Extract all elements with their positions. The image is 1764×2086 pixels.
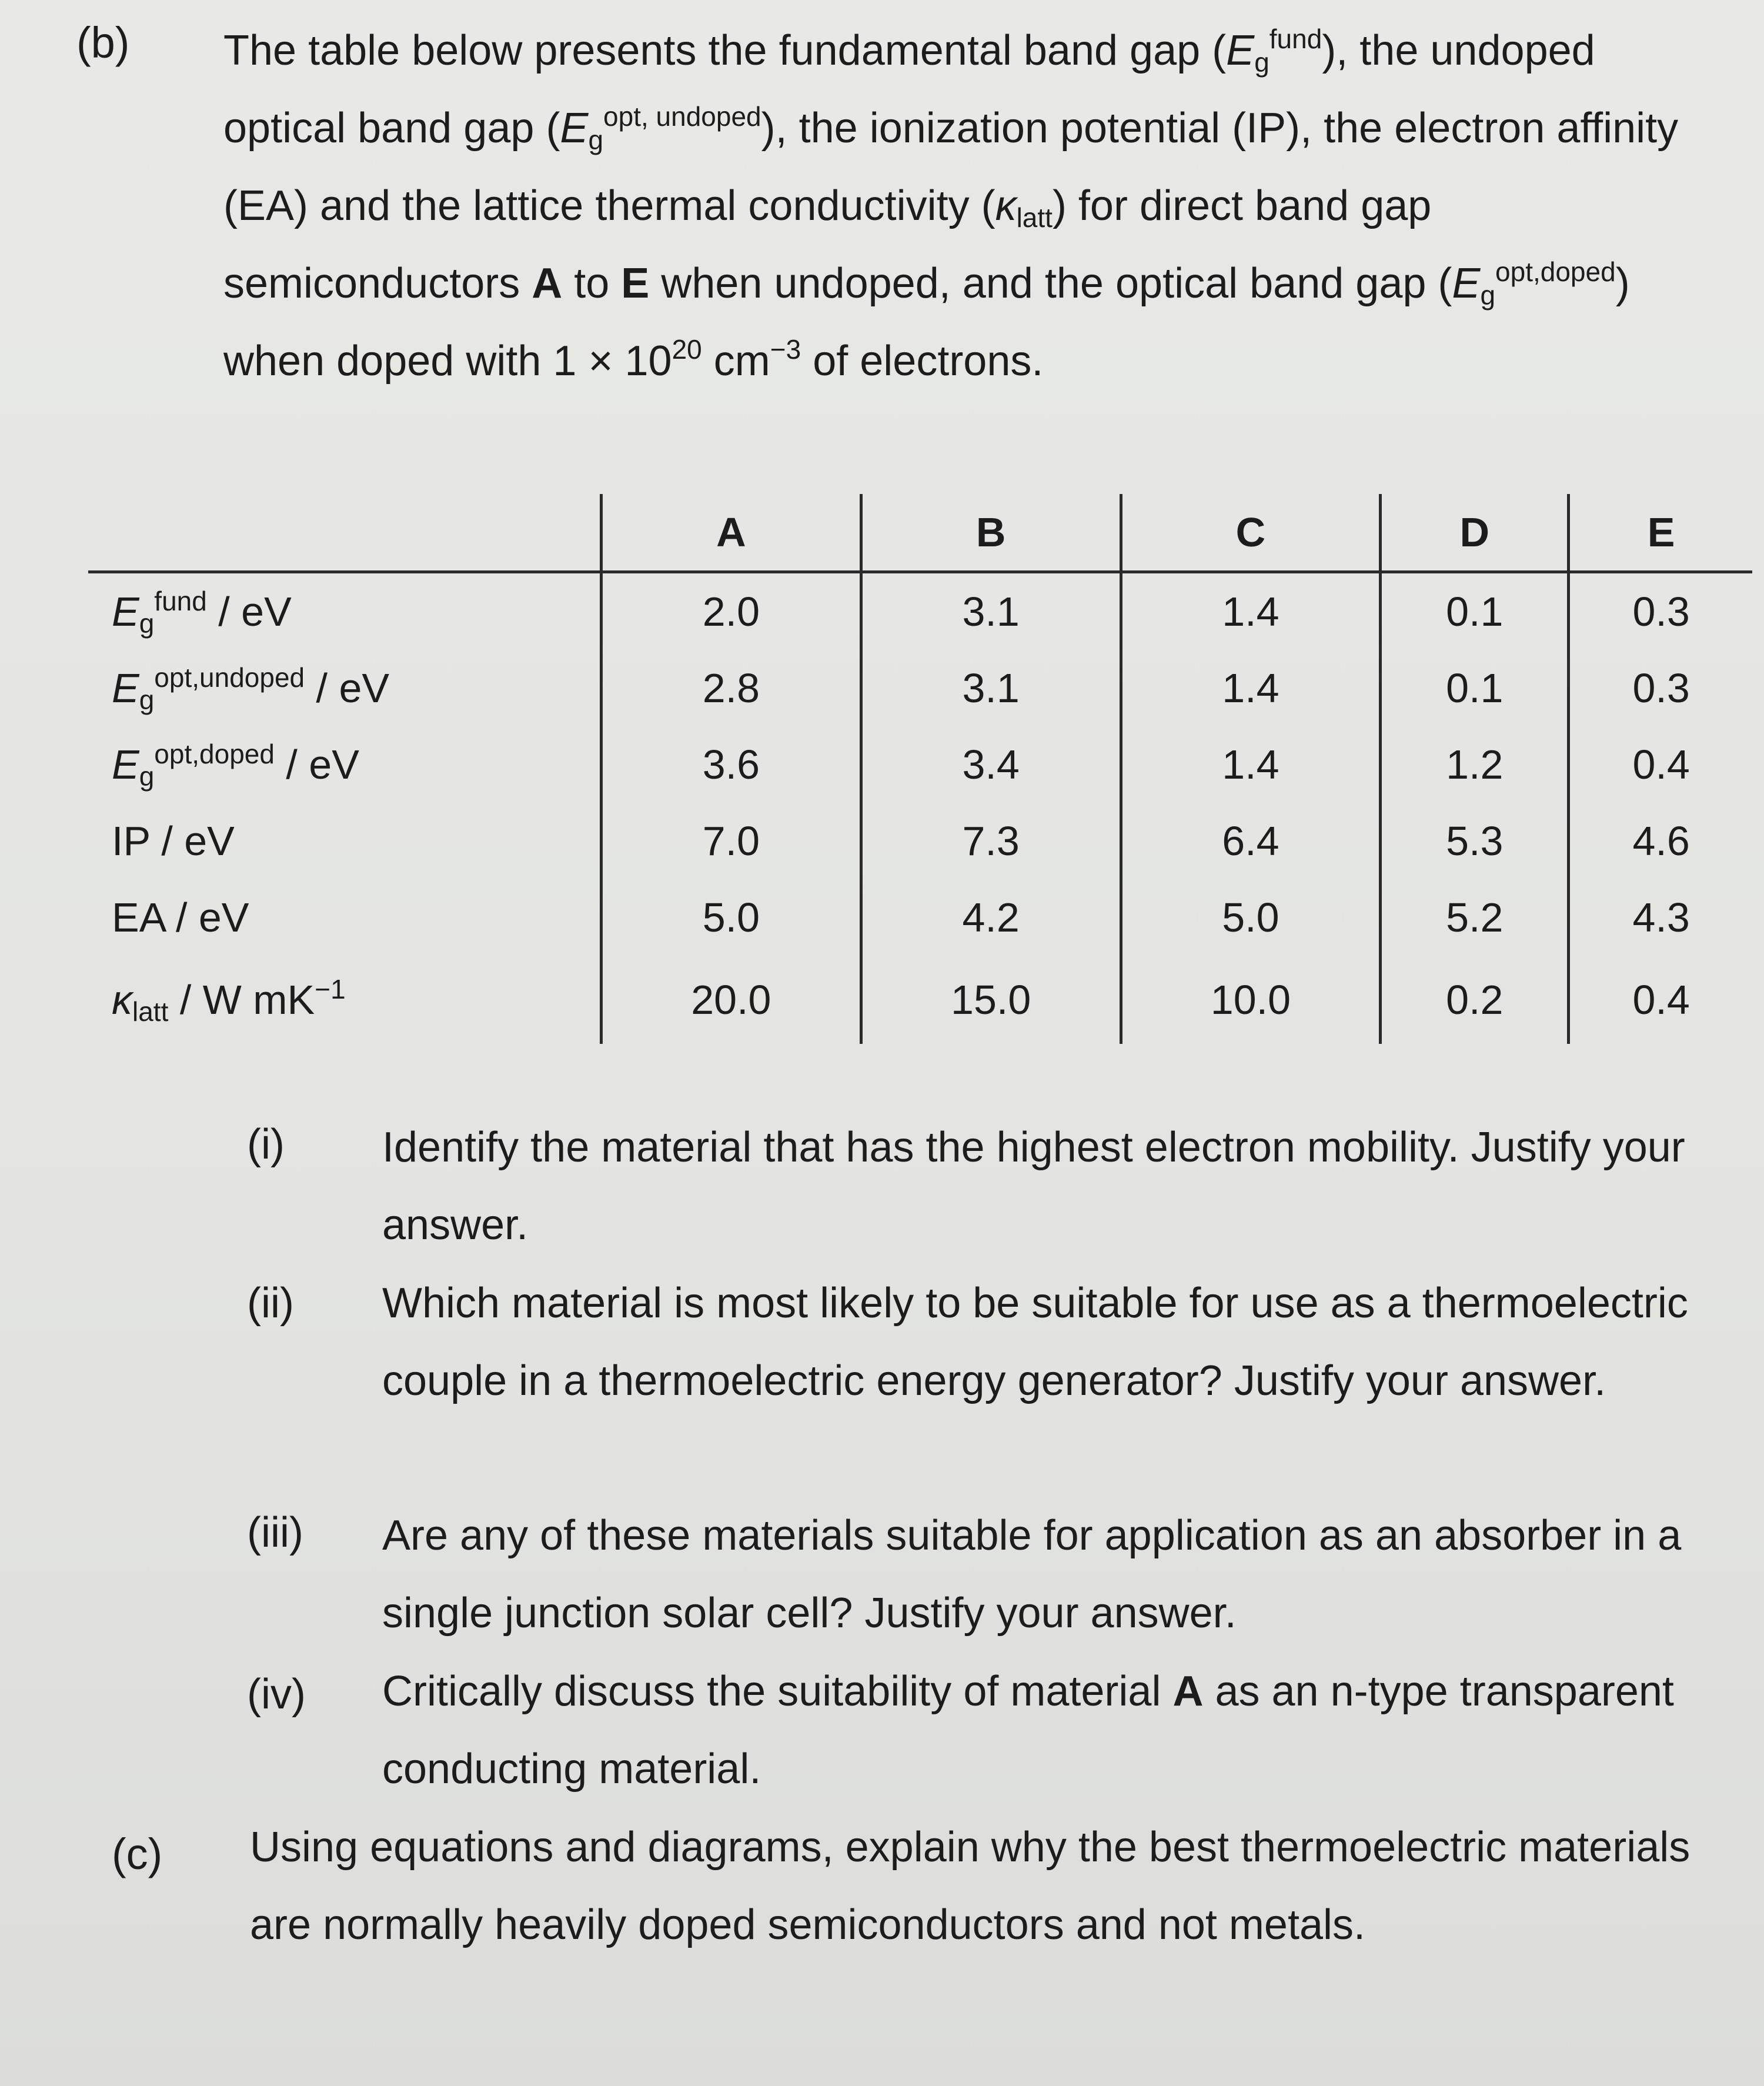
question-text-post: as an n-type transparent conducting material. xyxy=(382,1668,1674,1793)
kappa-subscript: latt xyxy=(1016,202,1053,233)
row-label-eg-opt-doped xyxy=(88,726,602,803)
table-cell: 3.6 xyxy=(602,726,861,803)
table-row xyxy=(88,956,1752,1044)
row-unit: / eV xyxy=(274,742,359,787)
row-subscript: g xyxy=(139,685,155,715)
table-row xyxy=(88,650,1752,726)
table-cell: 0.4 xyxy=(1569,956,1752,1044)
table-row xyxy=(88,879,1752,956)
table-cell: 3.1 xyxy=(861,650,1121,726)
row-superscript: fund xyxy=(154,586,207,616)
row-unit: / W mK xyxy=(168,977,315,1023)
row-unit: / eV xyxy=(305,665,390,711)
table-cell: 0.3 xyxy=(1569,572,1752,650)
intro-text-9: of electrons. xyxy=(801,338,1044,385)
row-symbol: E xyxy=(112,665,139,711)
table-cell: 4.6 xyxy=(1569,803,1752,879)
table-cell: 6.4 xyxy=(1121,803,1381,879)
row-label-eg-fund xyxy=(88,572,602,650)
table-cell: 4.3 xyxy=(1569,879,1752,956)
row-superscript: opt,undoped xyxy=(154,662,305,693)
intro-text-4: ) for direct band gap semiconductors xyxy=(223,182,1432,307)
table-cell: 0.2 xyxy=(1381,956,1569,1044)
eg-symbol: E xyxy=(560,105,589,152)
eg-symbol: E xyxy=(1226,27,1255,74)
table-cell: 1.4 xyxy=(1121,650,1381,726)
row-symbol: E xyxy=(112,742,139,787)
table-cell: 2.0 xyxy=(602,572,861,650)
intro-text-5: to xyxy=(562,260,622,307)
table-cell: 1.4 xyxy=(1121,572,1381,650)
column-header-b: B xyxy=(861,494,1121,572)
row-symbol: E xyxy=(112,589,139,635)
kappa-symbol: κ xyxy=(995,182,1017,229)
table-cell: 20.0 xyxy=(602,956,861,1044)
opt-undoped-superscript: opt, undoped xyxy=(603,101,761,132)
question-bold-a: A xyxy=(1172,1668,1204,1715)
table-cell: 2.8 xyxy=(602,650,861,726)
row-label-ip: IP / eV xyxy=(112,818,235,864)
table-cell: 1.2 xyxy=(1381,726,1569,803)
question-number: (iii) xyxy=(247,1509,303,1556)
semiconductor-table xyxy=(88,494,1752,1044)
table-cell: 5.2 xyxy=(1381,879,1569,956)
row-label-ea: EA / eV xyxy=(112,895,249,940)
row-unit: / eV xyxy=(206,589,292,635)
intro-text-3: ), the ionization potential (IP), the electron affinity (EA) and the lattice thermal conductivity ( xyxy=(223,105,1679,229)
intro-text-1: The table below presents the fundamental band gap ( xyxy=(223,27,1227,74)
question-text: Which material is most likely to be suitable for use as a thermoelectric couple in a thermoelectric energy generator? Justify your answer. xyxy=(382,1280,1688,1404)
intro-text-6: when undoped, and the optical band gap ( xyxy=(649,260,1452,307)
exponent-20: 20 xyxy=(671,334,702,365)
row-subscript: g xyxy=(139,608,155,639)
header-blank xyxy=(88,494,602,572)
table-cell: 5.0 xyxy=(602,879,861,956)
column-header-e: E xyxy=(1569,494,1752,572)
question-text xyxy=(382,1653,1740,1808)
eg-symbol: E xyxy=(1452,260,1481,307)
intro-bold-a: A xyxy=(532,260,563,307)
table-cell: 5.0 xyxy=(1121,879,1381,956)
row-superscript: opt,doped xyxy=(154,739,275,769)
table-cell: 3.4 xyxy=(861,726,1121,803)
part-c-text: Using equations and diagrams, explain why the best thermoelectric materials are normally heavily doped semiconductors and not metals. xyxy=(250,1824,1690,1948)
row-label-eg-opt-undoped xyxy=(88,650,602,726)
intro-bold-e: E xyxy=(621,260,650,307)
part-c-label: (c) xyxy=(112,1830,163,1878)
intro-text-2: ), the undoped optical band gap ( xyxy=(223,27,1595,152)
table-cell: 10.0 xyxy=(1121,956,1381,1044)
question-text: Identify the material that has the highest electron mobility. Justify your answer. xyxy=(382,1124,1685,1249)
intro-text-7: ) when doped with 1 × 10 xyxy=(223,260,1630,385)
question-number: (i) xyxy=(247,1121,285,1168)
opt-doped-superscript: opt,doped xyxy=(1495,256,1616,287)
table-cell: 0.1 xyxy=(1381,572,1569,650)
part-b-intro xyxy=(223,12,1729,400)
table-cell: 7.3 xyxy=(861,803,1121,879)
question-text-pre: Critically discuss the suitability of material xyxy=(382,1668,1173,1715)
eg-subscript: g xyxy=(1480,280,1496,311)
question-text: Are any of these materials suitable for application as an absorber in a single junction solar cell? Justify your answer. xyxy=(382,1512,1682,1637)
question-number: (iv) xyxy=(247,1671,306,1718)
row-unit-exponent: −1 xyxy=(315,974,346,1004)
question-number: (ii) xyxy=(247,1280,294,1327)
column-header-a: A xyxy=(602,494,861,572)
table-cell: 5.3 xyxy=(1381,803,1569,879)
table-cell: 4.2 xyxy=(861,879,1121,956)
table-cell: 1.4 xyxy=(1121,726,1381,803)
table-header-row xyxy=(88,494,1752,572)
part-b-label: (b) xyxy=(76,18,130,67)
eg-subscript: g xyxy=(1254,47,1269,78)
table-cell: 0.4 xyxy=(1569,726,1752,803)
eg-subscript: g xyxy=(588,125,604,155)
table-row xyxy=(88,726,1752,803)
column-header-d: D xyxy=(1381,494,1569,572)
table-cell: 15.0 xyxy=(861,956,1121,1044)
table-row xyxy=(88,803,1752,879)
column-header-c: C xyxy=(1121,494,1381,572)
intro-text-8: cm xyxy=(701,338,770,385)
fund-superscript: fund xyxy=(1269,24,1322,54)
table-row xyxy=(88,572,1752,650)
row-subscript: g xyxy=(139,761,155,792)
row-subscript: latt xyxy=(132,996,169,1027)
table-cell: 3.1 xyxy=(861,572,1121,650)
table-cell: 0.1 xyxy=(1381,650,1569,726)
exponent-minus-3: −3 xyxy=(770,334,801,365)
row-label-kappa-latt xyxy=(88,956,602,1044)
table-cell: 0.3 xyxy=(1569,650,1752,726)
table-cell: 7.0 xyxy=(602,803,861,879)
row-symbol: κ xyxy=(112,977,132,1023)
